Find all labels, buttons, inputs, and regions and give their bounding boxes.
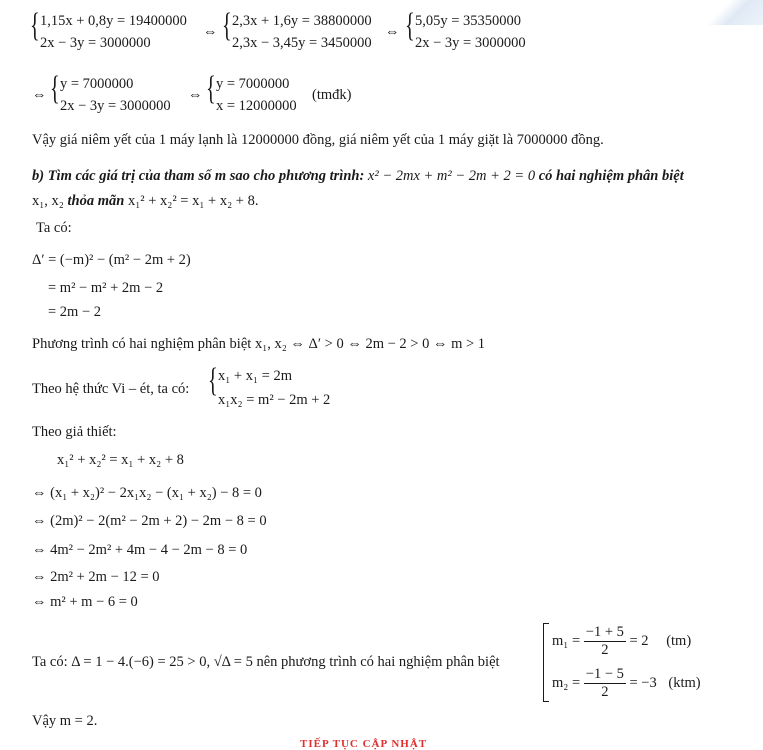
equiv-arrow: ⇔ (32, 87, 47, 103)
root-1: m₁ = $\frac{-1 + 5}{2}$ = 2 (tm) (552, 624, 692, 658)
delta-line-2: = m² − m² + 2m − 2 (48, 280, 164, 296)
vieta-eq1: x₁ + x₁ = 2m (218, 368, 292, 384)
equiv-arrow: ⇔ (385, 24, 400, 40)
vieta-eq2: x₁x₂ = m² − 2m + 2 (218, 392, 331, 408)
part-b-equation: x² − 2mx + m² − 2m + 2 = 0 (367, 168, 536, 184)
final-answer: Vậy m = 2. (32, 713, 98, 729)
system-2-eq1: 2,3x + 1,6y = 38800000 (232, 13, 372, 29)
system-1-eq1: 1,15x + 0,8y = 19400000 (40, 13, 187, 29)
vieta-label: Theo hệ thức Vi – ét, ta có: (32, 381, 190, 397)
delta-line-3: = 2m − 2 (48, 304, 102, 320)
label-ta-co: Ta có: (36, 220, 72, 236)
assumption-label: Theo giả thiết: (32, 424, 117, 440)
equiv-arrow: ⇔ (188, 87, 203, 103)
final-line: Ta có: Δ = 1 − 4.(−6) = 25 > 0, √Δ = 5 nên phương trình có hai nghiệm phân biệt (32, 654, 500, 670)
tmdk-note: (tmđk) (312, 87, 352, 103)
system-5-eq1: y = 7000000 (216, 76, 290, 92)
part-b-heading: b) Tìm các giá trị của tham số m sao cho phương trình: x² − 2mx + m² − 2m + 2 = 0 có hai nghiệm phân biệt (32, 168, 684, 184)
system-1-eq2: 2x − 3y = 3000000 (40, 35, 151, 51)
roots-bracket (543, 623, 549, 702)
root-2: m₂ = $\frac{-1 - 5}{2}$ = −3 (ktm) (552, 666, 701, 700)
step-5: ⇔ 2m² + 2m − 12 = 0 (32, 569, 160, 585)
step-2: ⇔ (x₁ + x₂)² − 2x₁x₂ − (x₁ + x₂) − 8 = 0 (32, 485, 262, 501)
system-3-eq1: 5,05y = 35350000 (415, 13, 522, 29)
equiv-arrow: ⇔ (203, 24, 218, 40)
conclusion-part-a: Vậy giá niêm yết của 1 máy lạnh là 12000000 đồng, giá niêm yết của 1 máy giặt là 7000000 đồng. (32, 132, 604, 148)
delta-line-1: Δ′ = (−m)² − (m² − 2m + 2) (32, 252, 191, 268)
step-4: ⇔ 4m² − 2m² + 4m − 4 − 2m − 8 = 0 (32, 542, 248, 558)
system-5-eq2: x = 12000000 (216, 98, 297, 114)
step-1: x₁² + x₂² = x₁ + x₂ + 8 (57, 452, 184, 468)
footer-banner: TIẾP TỤC CẬP NHẬT (300, 738, 428, 750)
system-4-eq2: 2x − 3y = 3000000 (60, 98, 171, 114)
system-4-eq1: y = 7000000 (60, 76, 134, 92)
corner-decoration (693, 0, 763, 25)
step-3: ⇔ (2m)² − 2(m² − 2m + 2) − 2m − 8 = 0 (32, 513, 267, 529)
part-b-heading-line2: x₁, x₂ thỏa mãn x₁² + x₂² = x₁ + x₂ + 8. (32, 193, 259, 209)
condition-line: Phương trình có hai nghiệm phân biệt x₁, x₂ ⇔ Δ′ > 0 ⇔ 2m − 2 > 0 ⇔ m > 1 (32, 336, 486, 352)
system-3-eq2: 2x − 3y = 3000000 (415, 35, 526, 51)
system-2-eq2: 2,3x − 3,45y = 3450000 (232, 35, 372, 51)
step-6: ⇔ m² + m − 6 = 0 (32, 594, 138, 610)
